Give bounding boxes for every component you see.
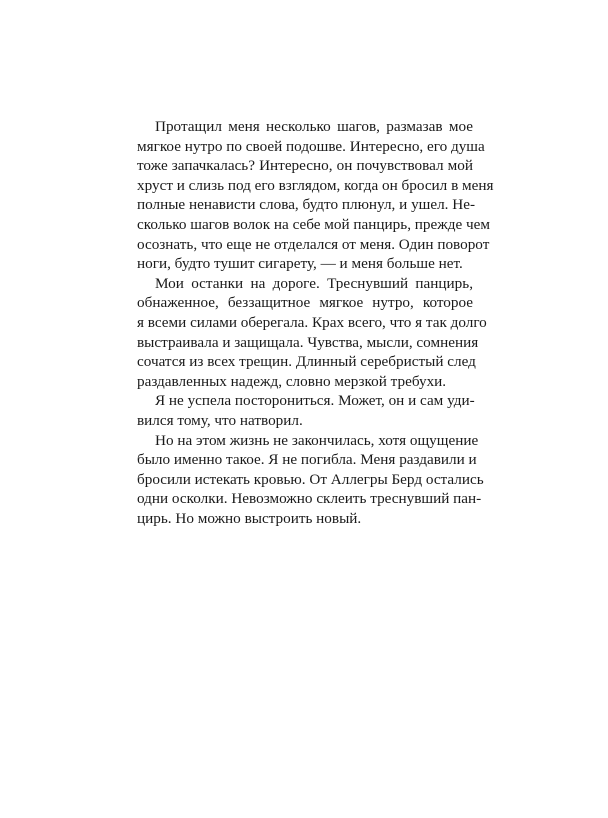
- text-line: было именно такое. Я не погибла. Меня раздавили и: [137, 451, 477, 469]
- body-text: [137, 117, 494, 528]
- text-line: бросили истекать кровью. От Аллегры Берд остались: [137, 470, 484, 488]
- text-line: Но на этом жизнь не закончилась, хотя ощущение: [155, 431, 479, 449]
- text-line: ноги, будто тушит сигарету, — и меня больше нет.: [137, 255, 463, 273]
- text-line: одни осколки. Невозможно склеить треснувший пан-: [137, 490, 482, 508]
- text-line: сколько шагов волок на себе мой панцирь, прежде чем: [137, 215, 491, 233]
- paragraph-3: [137, 391, 473, 430]
- text-line: осознать, что еще не отделался от меня. Один поворот: [137, 235, 490, 253]
- text-line: выстраивала и защищала. Чувства, мысли, сомнения: [137, 333, 479, 351]
- text-line: раздавленных надежд, словно мерзкой требухи.: [137, 372, 447, 390]
- text-line: Мои останки на дороге. Треснувший панцирь,: [155, 274, 473, 292]
- text-line: полные ненависти слова, будто плюнул, и ушел. Не-: [137, 196, 476, 214]
- text-line: я всеми силами оберегала. Крах всего, что я так долго: [137, 313, 487, 331]
- text-line: вился тому, что натворил.: [137, 411, 303, 429]
- text-line: обнаженное, беззащитное мягкое нутро, которое: [137, 294, 473, 312]
- paragraph-4: [137, 431, 484, 529]
- text-line: Я не успела посторониться. Может, он и сам уди-: [155, 392, 475, 410]
- text-line: хруст и слизь под его взглядом, когда он бросил в меня: [137, 176, 494, 194]
- text-line: мягкое нутро по своей подошве. Интересно, его душа: [137, 137, 485, 155]
- text-line: тоже запачкалась? Интересно, он почувствовал мой: [137, 157, 473, 175]
- text-line: сочатся из всех трещин. Длинный серебристый след: [137, 353, 476, 371]
- text-line: цирь. Но можно выстроить новый.: [137, 509, 362, 527]
- paragraph-1: [137, 117, 494, 274]
- paragraph-2: [137, 274, 487, 392]
- text-line: Протащил меня несколько шагов, размазав мое: [155, 118, 473, 135]
